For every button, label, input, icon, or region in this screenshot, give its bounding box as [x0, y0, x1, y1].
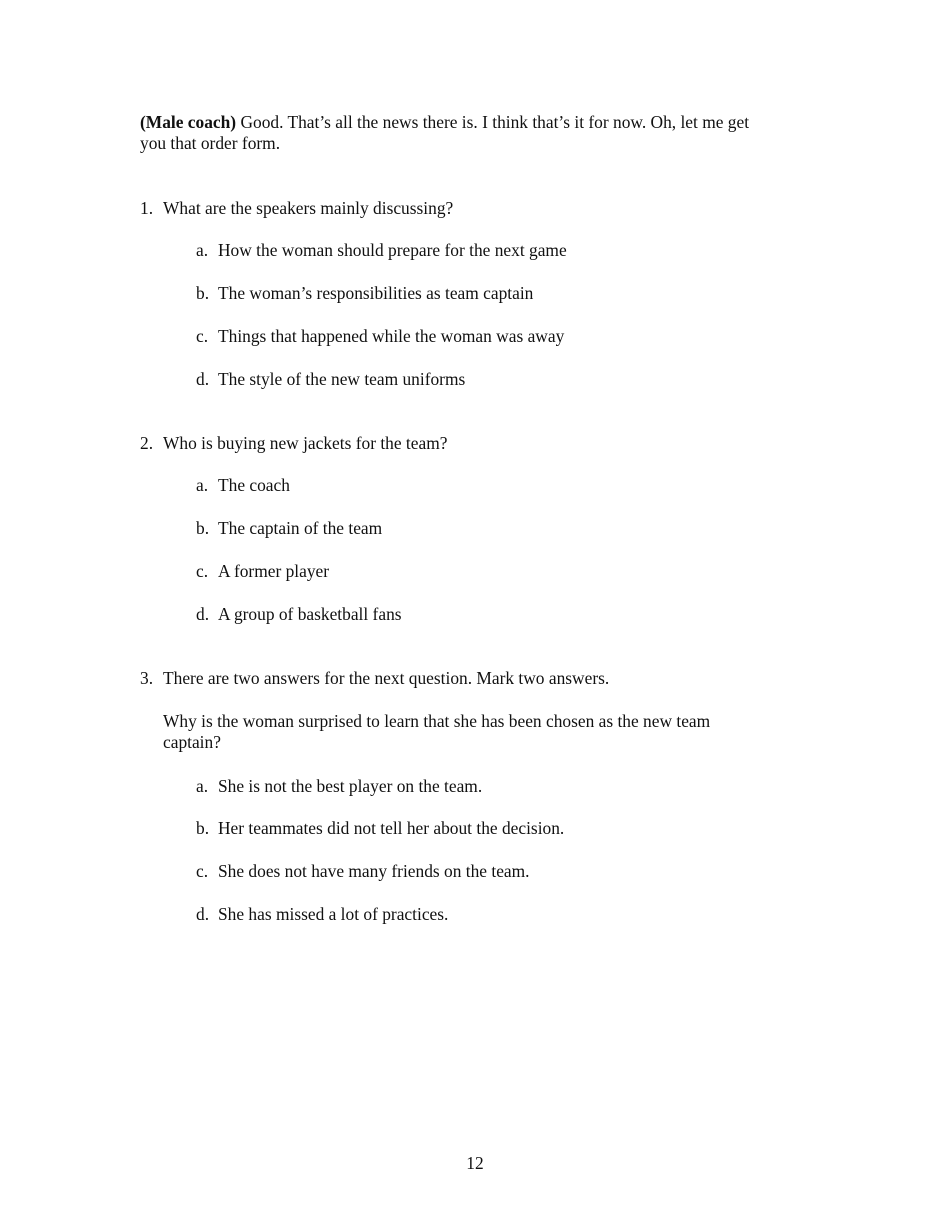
option-text: The coach [218, 475, 290, 495]
option-letter: b. [196, 283, 210, 303]
question-text: What are the speakers mainly discussing? [163, 198, 454, 218]
option-text: She has missed a lot of practices. [218, 904, 449, 924]
option-letter: d. [196, 904, 210, 924]
option-letter: b. [196, 518, 210, 538]
option-text: A group of basketball fans [218, 604, 402, 624]
option-text: The woman’s responsibilities as team captain [218, 283, 534, 303]
question-number: 3. [140, 668, 154, 688]
option-letter: a. [196, 475, 209, 495]
option-letter: c. [196, 561, 209, 581]
page-number: 12 [466, 1153, 484, 1173]
option-text: A former player [218, 561, 330, 581]
option-text: She is not the best player on the team. [218, 776, 483, 796]
question-subtext-line-1: Why is the woman surprised to learn that she has been chosen as the new team [163, 711, 711, 731]
option-text: She does not have many friends on the team. [218, 861, 530, 881]
speaker-label: (Male coach) [140, 112, 237, 132]
option-text: The captain of the team [218, 518, 383, 538]
option-letter: c. [196, 326, 209, 346]
option-letter: a. [196, 240, 209, 260]
intro-line-1 [140, 112, 749, 133]
option-letter: d. [196, 604, 210, 624]
option-letter: a. [196, 776, 209, 796]
question-number: 1. [140, 198, 154, 218]
question-text: There are two answers for the next question. Mark two answers. [163, 668, 610, 688]
option-text: The style of the new team uniforms [218, 369, 466, 389]
question-subtext-line-2: captain? [163, 732, 221, 752]
option-text: Things that happened while the woman was away [218, 326, 565, 346]
option-text: Her teammates did not tell her about the decision. [218, 818, 565, 838]
option-text: How the woman should prepare for the next game [218, 240, 567, 260]
intro-text-1: Good. That’s all the news there is. I think that’s it for now. Oh, let me get [240, 112, 750, 132]
option-letter: b. [196, 818, 210, 838]
question-number: 2. [140, 433, 154, 453]
intro-line-2: you that order form. [140, 133, 281, 153]
option-letter: d. [196, 369, 210, 389]
question-text: Who is buying new jackets for the team? [163, 433, 448, 453]
option-letter: c. [196, 861, 209, 881]
